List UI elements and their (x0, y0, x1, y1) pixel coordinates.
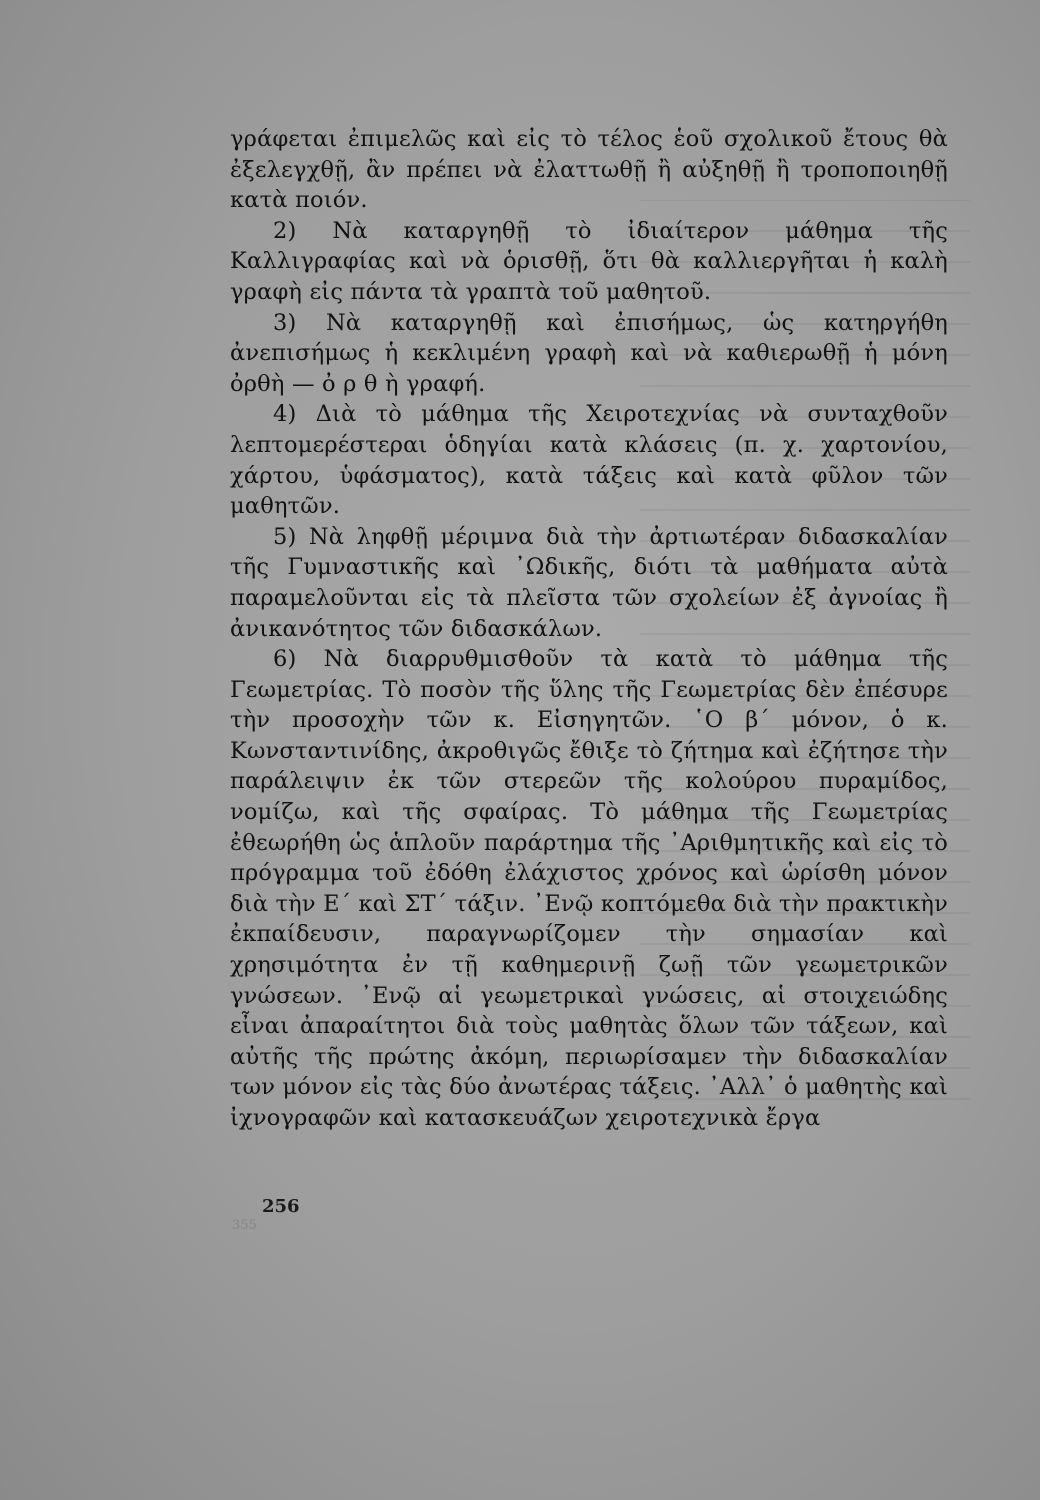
paragraph-item-2: 2) Νὰ καταργηθῇ τὸ ἰδιαίτερον μάθημα τῆς Καλλιγραφίας καὶ νὰ ὁρισθῇ, ὅτι θὰ καλλιεργῆται ἡ καλὴ γραφὴ εἰς πάντα τὰ γραπτὰ τοῦ μαθητοῦ. (230, 217, 948, 305)
paragraph-continuation: γράφεται ἐπιμελῶς καὶ εἰς τὸ τέλος ἑοῦ σχολικοῦ ἔτους θὰ ἐξελεγχθῇ, ἂν πρέπει νὰ ἐλαττωθῇ ἢ αὐξηθῇ ἢ τροποποιηθῇ κατὰ ποιόν. (230, 126, 948, 214)
paragraph-item-5: 5) Νὰ ληφθῇ μέριμνα διὰ τὴν ἀρτιωτέραν διδασκαλίαν τῆς Γυμναστικῆς καὶ ᾿Ωδικῆς, διότι τὰ μαθήματα αὐτὰ παραμελοῦνται εἰς τὰ πλεῖστα τῶν σχολείων ἐξ ἀγνοίας ἢ ἀνικανότητος τῶν διδασκάλων. (230, 523, 948, 642)
body-text (230, 124, 948, 1134)
paragraph-item-6: 6) Νὰ διαρρυθμισθοῦν τὰ κατὰ τὸ μάθημα τῆς Γεωμετρίας. Τὸ ποσὸν τῆς ὕλης τῆς Γεωμετρίας δὲν ἐπέσυρε τὴν προσοχὴν τῶν κ. Εἰσηγητῶν. ῾Ο β΄ μόνον, ὁ κ. Κωνσταντινίδης, ἀκροθιγῶς ἔθιξε τὸ ζήτημα καὶ ἐζήτησε τὴν παράλειψιν ἐκ τῶν στερεῶν τῆς κολούρου πυραμίδος, νομίζω, καὶ τῆς σφαίρας. Τὸ μάθημα τῆς Γεωμετρίας ἐθεωρήθη ὡς ἁπλοῦν παράρτημα τῆς ᾿Αριθμητικῆς καὶ εἰς τὸ πρόγραμμα τοῦ ἐδόθη ἐλάχιστος χρόνος καὶ ὡρίσθη μόνον διὰ τὴν Ε΄ καὶ ΣΤ΄ τάξιν. ᾿Ενῷ κοπτόμεθα διὰ τὴν πρακτικὴν ἐκπαίδευσιν, παραγνωρίζομεν τὴν σημασίαν καὶ χρησιμότητα ἐν τῇ καθημερινῇ ζωῇ τῶν γεωμετρικῶν γνώσεων. ᾿Ενῷ αἱ γεωμετρικαὶ γνώσεις, αἱ στοιχειώδης εἶναι ἀπαραίτητοι διὰ τοὺς μαθητὰς ὅλων τῶν τάξεων, καὶ αὐτῆς τῆς πρώτης ἀκόμη, περιωρίσαμεν τὴν διδασκαλίαν των μόνον εἰς τὰς δύο ἀνωτέρας τάξεις. ᾿Αλλ᾿ ὁ μαθητὴς καὶ ἰχνογραφῶν καὶ κατασκευάζων χειροτεχνικὰ ἔργα (230, 646, 948, 1131)
paragraph-item-3: 3) Νὰ καταργηθῇ καὶ ἐπισήμως, ὡς κατηργήθη ἀνεπισήμως ἡ κεκλιμένη γραφὴ καὶ νὰ καθιερωθῇ ἡ μόνη ὀρθὴ — ὀ ρ θ ὴ γραφή. (230, 309, 948, 397)
ghost-page-number: 355 (232, 1218, 257, 1233)
page-number: 256 (262, 1196, 300, 1217)
paragraph-item-4: 4) Διὰ τὸ μάθημα τῆς Χειροτεχνίας νὰ συνταχθοῦν λεπτομερέστεραι ὁδηγίαι κατὰ κλάσεις (π. χ. χαρτονίου, χάρτου, ὑφάσματος), κατὰ τάξεις καὶ κατὰ φῦλον τῶν μαθητῶν. (230, 401, 948, 520)
